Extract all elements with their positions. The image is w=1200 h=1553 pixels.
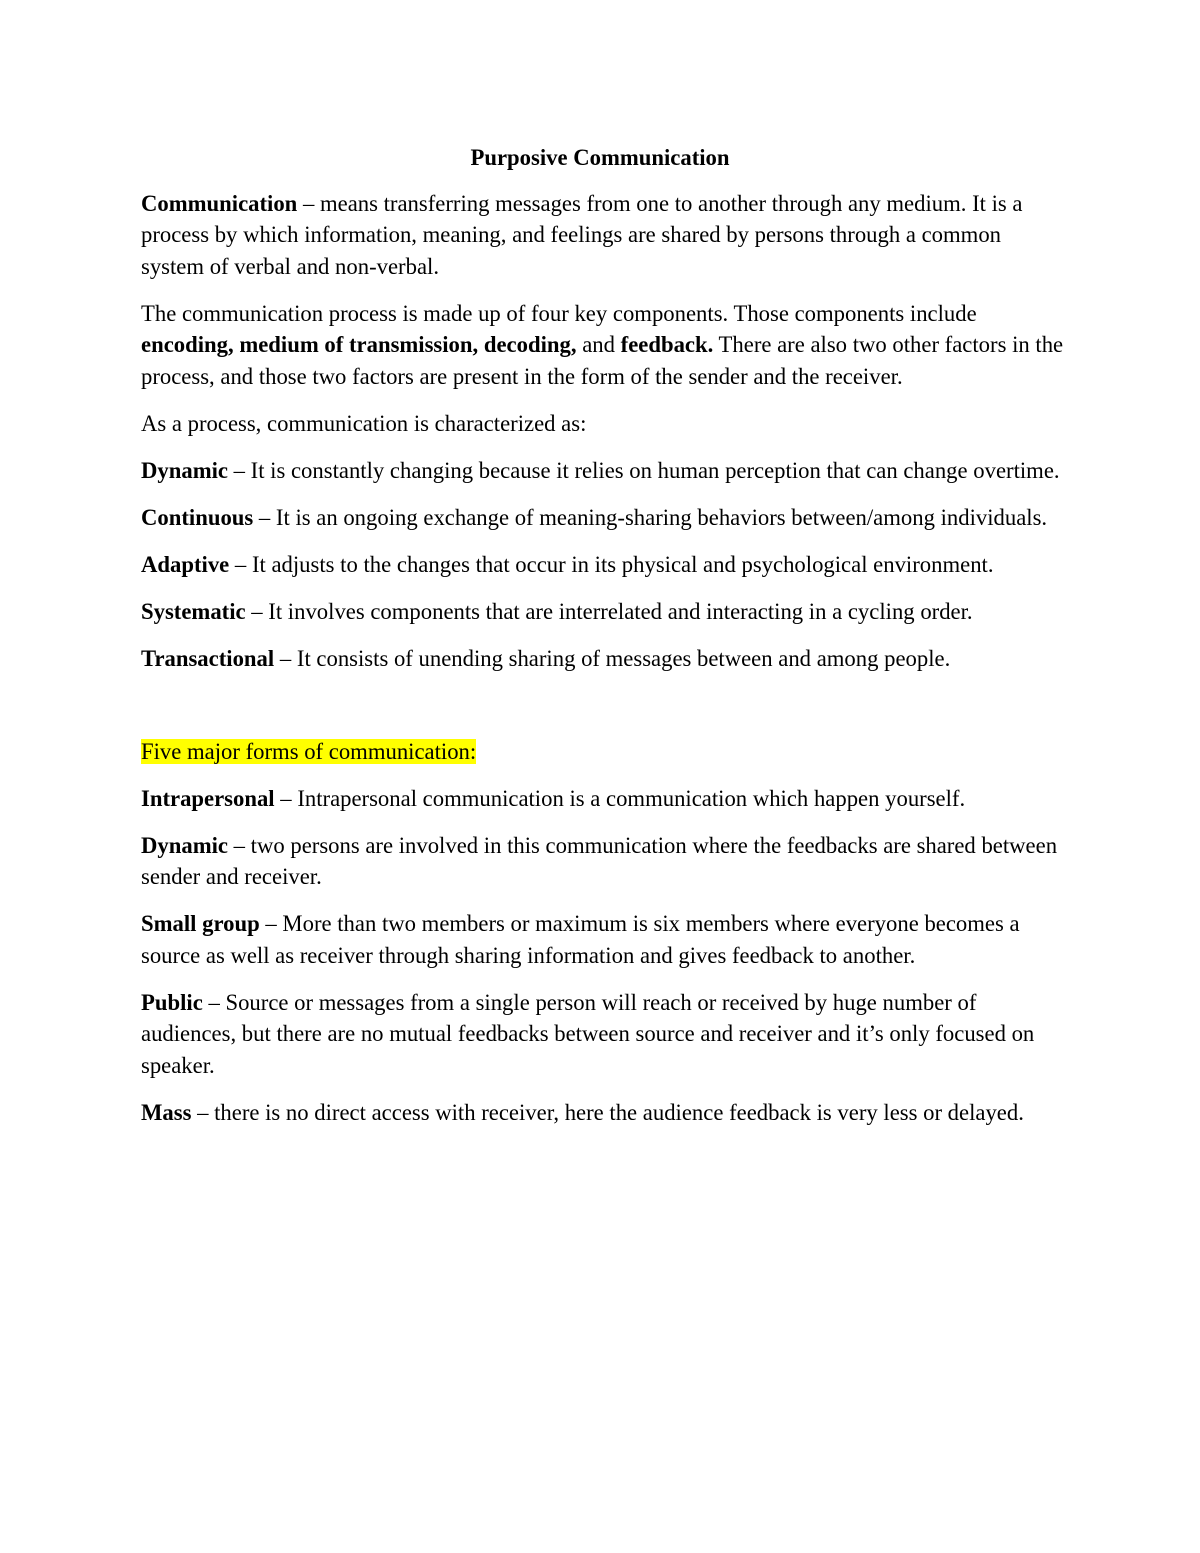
form-item — [141, 987, 1066, 1082]
definition-paragraph — [141, 188, 1066, 283]
components-outro: There are also two other factors in the process, and those two factors are present in the form of the sender and the receiver. — [141, 332, 1064, 389]
characteristic-text: – It is an ongoing exchange of meaning-sharing behaviors between/among individuals. — [253, 504, 1048, 530]
form-text: – Source or messages from a single person will reach or received by huge number of audiences, but there are no mutual feedbacks between source and receiver and it’s only focused on speaker. — [141, 989, 1035, 1078]
form-term: Small group — [141, 911, 260, 936]
components-bold-feedback: feedback. — [620, 332, 714, 357]
definition-text: – means transferring messages from one to another through any medium. It is a process by which information, meaning, and feelings are shared by persons through a common system of verbal and non-verbal. — [141, 190, 1023, 279]
components-paragraph — [141, 298, 1066, 393]
form-item — [141, 1097, 1066, 1129]
characteristic-term: Systematic — [141, 598, 246, 624]
form-item — [141, 908, 1066, 971]
characteristic-term: Adaptive — [141, 551, 230, 577]
form-term: Public — [141, 989, 203, 1015]
page-title: Purposive Communication — [470, 145, 730, 170]
characteristic-text: – It adjusts to the changes that occur in its physical and psychological environment. — [229, 551, 994, 577]
form-item — [141, 830, 1066, 893]
characterized-intro: As a process, communication is characterized as: — [141, 410, 587, 436]
characteristic-item — [141, 502, 1066, 534]
components-bold-list: encoding, medium of transmission, decoding, — [141, 332, 577, 357]
characteristic-text: – It consists of unending sharing of messages between and among people. — [274, 645, 951, 671]
components-and: and — [576, 332, 621, 357]
characteristic-text: – It is constantly changing because it relies on human perception that can change overtime. — [227, 457, 1060, 483]
form-text: – More than two members or maximum is six members where everyone becomes a source as well as receiver through sharing information and gives feedback to another. — [141, 911, 1020, 968]
form-text: – there is no direct access with receiver, here the audience feedback is very less or delayed. — [191, 1099, 1024, 1125]
form-text: – two persons are involved in this communication where the feedbacks are shared between sender and receiver. — [141, 832, 1058, 889]
form-text: – Intrapersonal communication is a communication which happen yourself. — [274, 785, 966, 811]
characteristic-term: Transactional — [141, 645, 275, 671]
components-intro: The communication process is made up of four key components. Those components include — [141, 300, 977, 326]
document-body — [141, 142, 1066, 1144]
characteristic-item — [141, 549, 1066, 581]
form-term: Dynamic — [141, 832, 228, 858]
definition-term: Communication — [141, 190, 298, 216]
characteristic-item — [141, 455, 1066, 487]
forms-heading-highlight: Five major forms of communication: — [141, 738, 477, 764]
forms-heading-paragraph — [141, 736, 1066, 768]
characteristic-term: Continuous — [141, 504, 254, 530]
characteristic-item — [141, 596, 1066, 628]
form-term: Mass — [141, 1099, 192, 1125]
form-item — [141, 783, 1066, 815]
characteristic-item — [141, 643, 1066, 675]
form-term: Intrapersonal — [141, 785, 275, 811]
characteristic-text: – It involves components that are interrelated and interacting in a cycling order. — [245, 598, 973, 624]
blank-line — [141, 690, 1066, 736]
characteristic-term: Dynamic — [141, 457, 228, 483]
